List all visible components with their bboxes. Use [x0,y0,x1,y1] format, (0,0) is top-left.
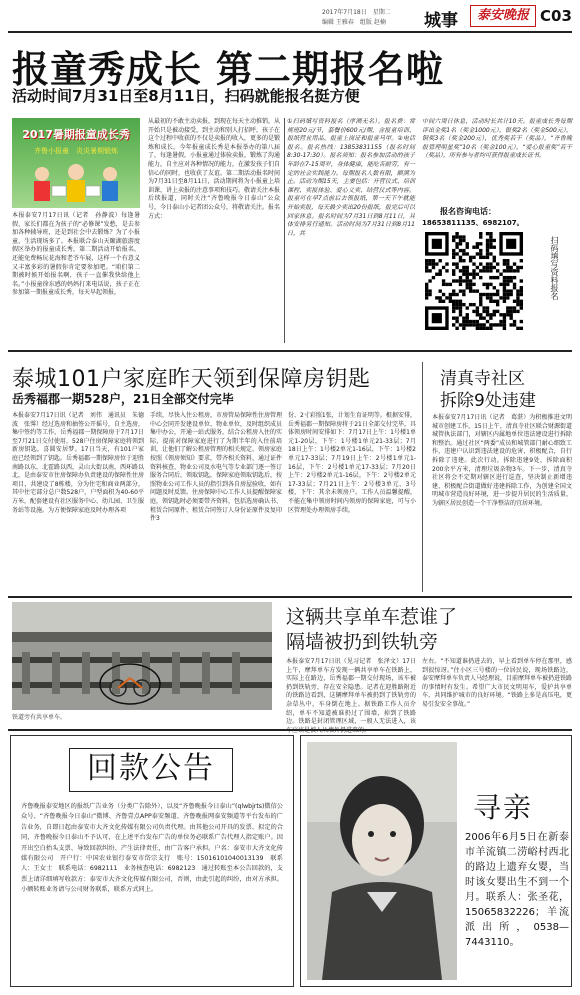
story-column: 本报泰安7月17日讯（见习记者 张泽文）17日上午，摩拜单车方发现一辆共享单车在铁路上，实际上在路边，岳秀福郡一期交付现场，该车被扔到铁轨旁，存在安全隐患。记者在迎胜路附近的铁路边看到，这辆摩拜单车被扔到了铁轨旁的杂草丛中，车身倒在地上。据铁路工作人员介绍，单车不知道被谁扔过了围墙，掉到了铁路边。铁路是封闭管理区域，一般人无法进入，该 [286,658,416,726]
headline: 这辆共享单车惹谁了 [286,606,458,628]
headline: 清真寺社区 [440,369,525,389]
ad-title: 回款公告 [87,751,215,786]
ad-title: 寻亲 [473,791,534,824]
story-column: 份、2寸彩照1张，计划生育证明等。根据安排，岳秀福郡一期保障房将于21日全部交付完毕，具体领房时间安排如下：7月17日上午：1号楼1单元1-20层，下午：1号楼1单元21-33层；7月18日上午：1号楼2单元1-16层，下午：1号楼2单元17-33层；7月19日上午：2号楼1单元1-16层，下午：2号楼1单元17-33层；7月20日上午：2号楼2单元1-16层，下午：2号楼2单元17-33层；7月21日上午：2号楼3单元、3号楼，下午：其余未领房户。工作人员温馨提醒，不能在集中领房时间内领房的保障家庭，可与小区管理处办理领房手续。 [288,412,416,514]
missing-person-ad [300,735,572,987]
qr-caption: 扫码填写资料报名 [550,236,559,300]
photo-caption: 铁道旁有共享单车。 [12,714,67,721]
ad-body: 2006年6月5日在新泰市羊流镇二涝峪村西北的路边上遗弃女婴，当时该女婴出生不到一个月。联系人：张圣花，15065832226；羊流派出所，0538—7443110。 [465,832,569,948]
story-newsboy [0,36,580,356]
column-divider [422,362,423,592]
signup-phone: 18653811135、6982107。 [422,219,524,227]
story-column: 从最初的不敢主动卖报，到现在每天主动推销，从开始只是被动接受，到主动和别人打招呼，孩子在这个过程中收获的不仅是卖报的收入，更多的是锻炼和成长。今年报童成长秀是本报举办的第八届了，每逢暑假，小报童通过体验卖报，锻炼了沟通能力，自主应对各种情况的能力，在激发孩子们自信心的同时，也收获了友谊。第二期活动报名时间为7月31日至8月11日，活动期间将为小报童上培训课，讲上卖报的注意事项和技巧。敬请关注本报后续报道，同时关注“齐鲁晚报今日泰山”公众号，今日泰山小记者团公众号，将敬请关注。报名方式： [148,118,281,220]
story-column: 本报泰安7月17日讯（记者 孙静波）每逢暑假，家长们都在为孩子的“必修课”发愁，是去参加各种辅导班，还是到社会中去锻炼？为了小报童，生活现场多了。本报联合泰山天颐湖旅游度假区举办的报童成长秀，第二期活动开始报名，还能免费畅玩花海和老爷车展，这样一个有意义又丰富多彩的暑假你肯定要参加吧。“咱们第二期被时候开始报名啊，孩子一直催我快给他上名。”小报童徐东感的妈妈打来电话说，孩子正在参加第一期报童成长秀，每天早起领报， [12,212,140,297]
story-column: ①扫码填写资料报名（序测无名）。报名费：常规班20元/节，套餐价600元/期，含报童培训、报纸营业用品、报童上岗证和报童马甲。②电话报名。报名热线：13853831155（报名时间8:30-17:30）。报名须知：报名参加活动的孩子年龄在7-15周岁，身体健康，能吃苦耐劳，有一定的社会实践能力。每期报名人数有限，额满为止。活动为期15天，主要包括：开营仪式、培训课程、卖报体验、爱心义卖、结营仪式等内容。报童可在早7点前后去领报纸，第一天下午就能开始卖报，每天最少卖出20份报纸，报完后可以回家休息。报名时间为7月31日到8月11日，具体安排另行通知。活动时间为7月31日到8月11日，共 [287,118,415,237]
story-column: 本报泰安7月17日讯（记者 葛湛）为积极推进文明城市创建工作，15日上午，清真寺社区联合财源街道城管执法部门，对辖区内属地单位违法建设进行拆除和整治。通过社区“两委”成员和城管部门耐心细致工作，违建户认识到违法建设的危害，积极配合，自行拆除了违建。此次行动，拆除违建9处，拆除面积200余平方米，清理垃圾杂物3车。下一步，清真寺社区将会不定期对辖区进行巡查，坚决制止新增违建，积极配合街道做好违建拆除工作，为创建全国文明城市营造良好环境，进一步提升居民的生活质量，为辖区居民创造一个干净整洁的宜居环境。 [432,414,572,507]
story-bike [0,598,580,728]
poster-subtitle: 齐鲁小报童 炎炎暑期锻炼 [34,147,118,155]
newsboy-poster [12,118,140,208]
payment-notice-ad [10,735,294,987]
story-housing [0,356,420,596]
headline: 报童秀成长 第二期报名啦 [12,48,444,91]
story-column: 本报泰安7月17日讯（记者 刘伟 通讯员 朱德波 张霁）经过选房和抽签公开摇号，自主选房，集中签约等工作，岳秀福郡一期保障房于7月17日至7月21日交付使用，528户住房保障家庭将领到新房钥匙，喜圆安居梦。17日当天，有101户家庭已经领到了钥匙。岳秀福郡一期保障房位于迎胜南路以东，北霍路以西，灵山大街以南，西环路以北，是由泰安市住房保障办负责建设的保障性住房项目，共建设了8栋楼，分为住宅和商业两部分，其中住宅部分总户数528户，户型面积为40-60平方米，配套建设有社区服务中心、幼儿园、卫生服务站等设施。为方便保障家庭及时办理各项 [12,412,145,514]
child-photo [307,742,457,980]
poster-title: 2017暑期报童成长秀 [22,128,130,141]
subheadline: 活动时间7月31日至8月11日，扫码就能报名挺方便 [12,87,360,105]
signup-qr-code[interactable] [425,232,523,330]
issue-date: 2017年7月18日 星期二 [322,9,391,16]
newspaper-logo [470,5,536,27]
editors-line: 编辑 王雅春 组版 赵楠 [322,19,386,26]
rail-bike-photo[interactable] [12,602,272,710]
column-divider [284,118,285,343]
headline: 拆除9处违建 [440,391,536,411]
page-number: C03 [540,7,572,25]
story-demolition [424,356,580,596]
subheadline: 岳秀福郡一期528户，21日全部交付完毕 [12,392,234,406]
headline: 隔墙被扔到铁轨旁 [286,631,439,653]
section-name: 城事 [424,11,458,31]
story-column: 左右。“不知道谁扔进去的，早上看到单车停在那里，感到很惊讶。”住小区三号楼的一位居民说，现场铁路边，泰安摩拜单车负责人马经理说，目前摩拜单车被扔进铁路的事情时有发生。希望广大市民文明用车，爱护共享单车，共同维护城市的良好环境。“铁路上多是高压电，更易引发安全事故。” [422,658,573,708]
logo-text: 泰安晚报 [476,8,529,23]
story-column: 中间六周日休息，活动时长共计10天。报童成长秀每期评出金奖1名（奖金1000元），银奖2名（奖金500元），铜奖3名（奖金200元），优秀奖若干（奖品），“齐鲁晚报管理明星奖”10名（奖金100元），“爱心报童奖”若干（奖品），所有参与者均可获得报童成长证书。 [422,118,572,160]
ad-title-box [69,748,233,792]
kids-illustration [22,162,130,204]
story-rule [8,350,572,352]
story-column: 手续，尽快入住公租房，市房管局保障性住房管理中心会同开发建设单位、物业单位，及时组织成员集中办公，开通一站式服务，结合公租房入住的实际，提前对保障家庭进行了为期半年的入住前培训，让他们了解公租房管理的相关规定。领房家庭按照《领房须知》要求，带齐相关资料，通过证件资料核查、物业公司及水电气等专业部门逐一签订服务合同后，领取钥匙，保障家庭领取钥匙后，按照物业公司工作人员的指引到各自房屋验收，如有问题及时反馈。住房保障中心工作人员提醒保障家庭，领钥匙时必须要带齐资料，包括选房确认书、租赁合同原件、租赁合同签订人身份证原件及复印件3 [150,412,283,523]
ad-body: 齐鲁晚报泰安地区的报纸广告业务（分类广告除外），以及“齐鲁晚报今日泰山”(qlwbjrts)微信公众号、“齐鲁晚报今日泰山”微博、齐鲁壹点APP泰安频道、齐鲁晚报网泰安频道等平台发布的广告业务，自即日起由泰安市大齐文化传媒有限公司负责代理。由其他公司开具的发票、拟定的合同，齐鲁晚报今日泰山不予认可，在上述平台发布广告的单位务必联系广告代理人指定账户。因开出空白抬头支票、导致回款纠纷、产生法律责任，由广告客户承担。户名：泰安市大齐文化传媒有限公司 开户行：中国农业银行泰安市岱宗支行 账号：15016101040013139 联系人：王女士 联系电话：6982111 业务核查电话：6982123 通过转账至本公告回款的，支票上请详细填写收款方：泰安市大齐文化传媒有限公司，否则，由此引起的纠纷，由对方承担。小额转账业务请与公司财务联系，联系方式同上。 [21,803,283,894]
page-header [0,0,580,36]
signup-label: 报名咨询电话： [440,207,496,216]
story-rule [8,729,572,731]
headline: 泰城101户家庭昨天领到保障房钥匙 [12,367,371,392]
header-rule [8,31,572,33]
